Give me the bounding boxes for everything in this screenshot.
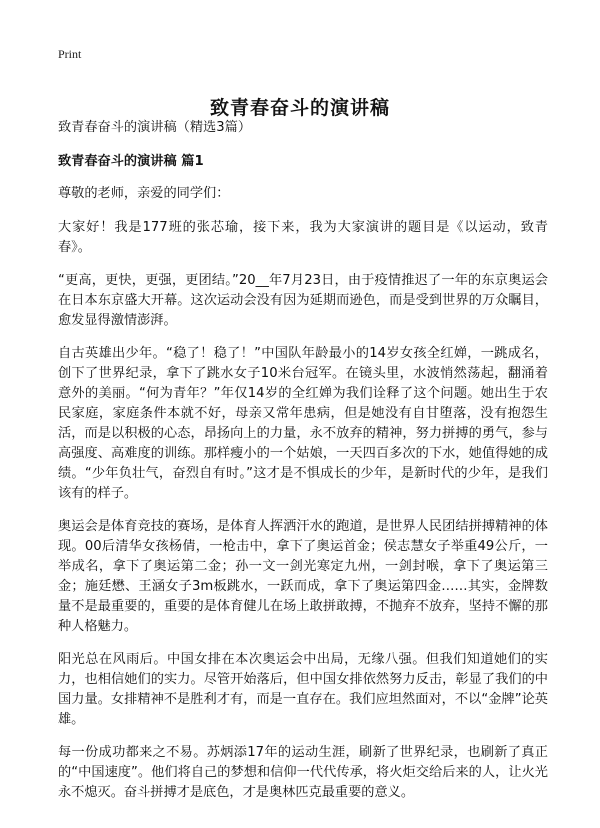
paragraph: 自古英雄出少年。“稳了！稳了！”中国队年龄最小的14岁女孩全红婵，一跳成名，创下了世界纪录，拿下了跳水女子10米台冠军。在镜头里，水波悄然荡起，翻涌着意外的美丽。“何为青年？”年仅14岁的全红婵为我们诠释了这个问题。她出生于农民家庭，家庭条件本就不好，母亲又常年患病，但是她没有自甘堕落，没有抱怨生活，而是以积极的心态，昂扬向上的力量，永不放弃的精神，努力拼搏的勇气，参与高强度、高难度的训练。那样瘦小的一个姑娘，一天四百多次的下水，她值得她的成绩。“少年负壮气，奋烈自有时。”这才是不惧成长的少年，是新时代的少年，是我们该有的样子。 bbox=[58, 346, 548, 501]
print-link[interactable]: Print bbox=[58, 47, 82, 61]
paragraph: 阳光总在风雨后。中国女排在本次奥运会中出局，无缘八强。但我们知道她们的实力，也相信她们的实力。尽管开始落后，但中国女排依然努力反击，彰显了我们的中国力量。女排精神不是胜利才有，而是一直存在。我们应坦然面对，不以“金牌”论英雄。 bbox=[58, 652, 548, 727]
paragraph: 每一份成功都来之不易。苏炳添17年的运动生涯，刷新了世界纪录，也刷新了真正的“中国速度”。他们将自己的梦想和信仰一代代传承，将火炬交给后来的人，让火光永不熄灭。奋斗拼搏才是底色，才是奥林匹克最重要的意义。 bbox=[58, 745, 548, 800]
section-title: 致青春奋斗的演讲稿 篇1 bbox=[58, 154, 204, 169]
greeting: 尊敬的老师，亲爱的同学们： bbox=[58, 186, 230, 201]
paragraph: 大家好！我是177班的张芯瑜，接下来，我为大家演讲的题目是《以运动，致青春》。 bbox=[58, 220, 548, 255]
paragraph: “更高，更快，更强，更团结。”20__年7月23日，由于疫情推迟了一年的东京奥运会在日本东京盛大开幕。这次运动会没有因为延期而逊色，而是受到世界的万众瞩目，愈发显得激情澎湃。 bbox=[58, 273, 548, 328]
document-body bbox=[58, 118, 548, 816]
document-subtitle: 致青春奋斗的演讲稿（精选3篇） bbox=[58, 120, 252, 135]
paragraph: 奥运会是体育竞技的赛场，是体育人挥洒汗水的跑道，是世界人民团结拼搏精神的体现。00后清华女孩杨倩，一枪击中，拿下了奥运首金；侯志慧女子举重49公斤，一举成名，拿下了奥运第二金；孙一文一剑光寒定九州，一剑封喉，拿下了奥运第三金；施廷懋、王涵女子3m板跳水，一跃而成，拿下了奥运第四金……其实，金牌数量不是最重要的，重要的是体育健儿在场上敢拼敢搏，不抛弃不放弃，坚持不懈的那种人格魅力。 bbox=[58, 519, 548, 634]
document-title: 致青春奋斗的演讲稿 bbox=[209, 96, 390, 119]
